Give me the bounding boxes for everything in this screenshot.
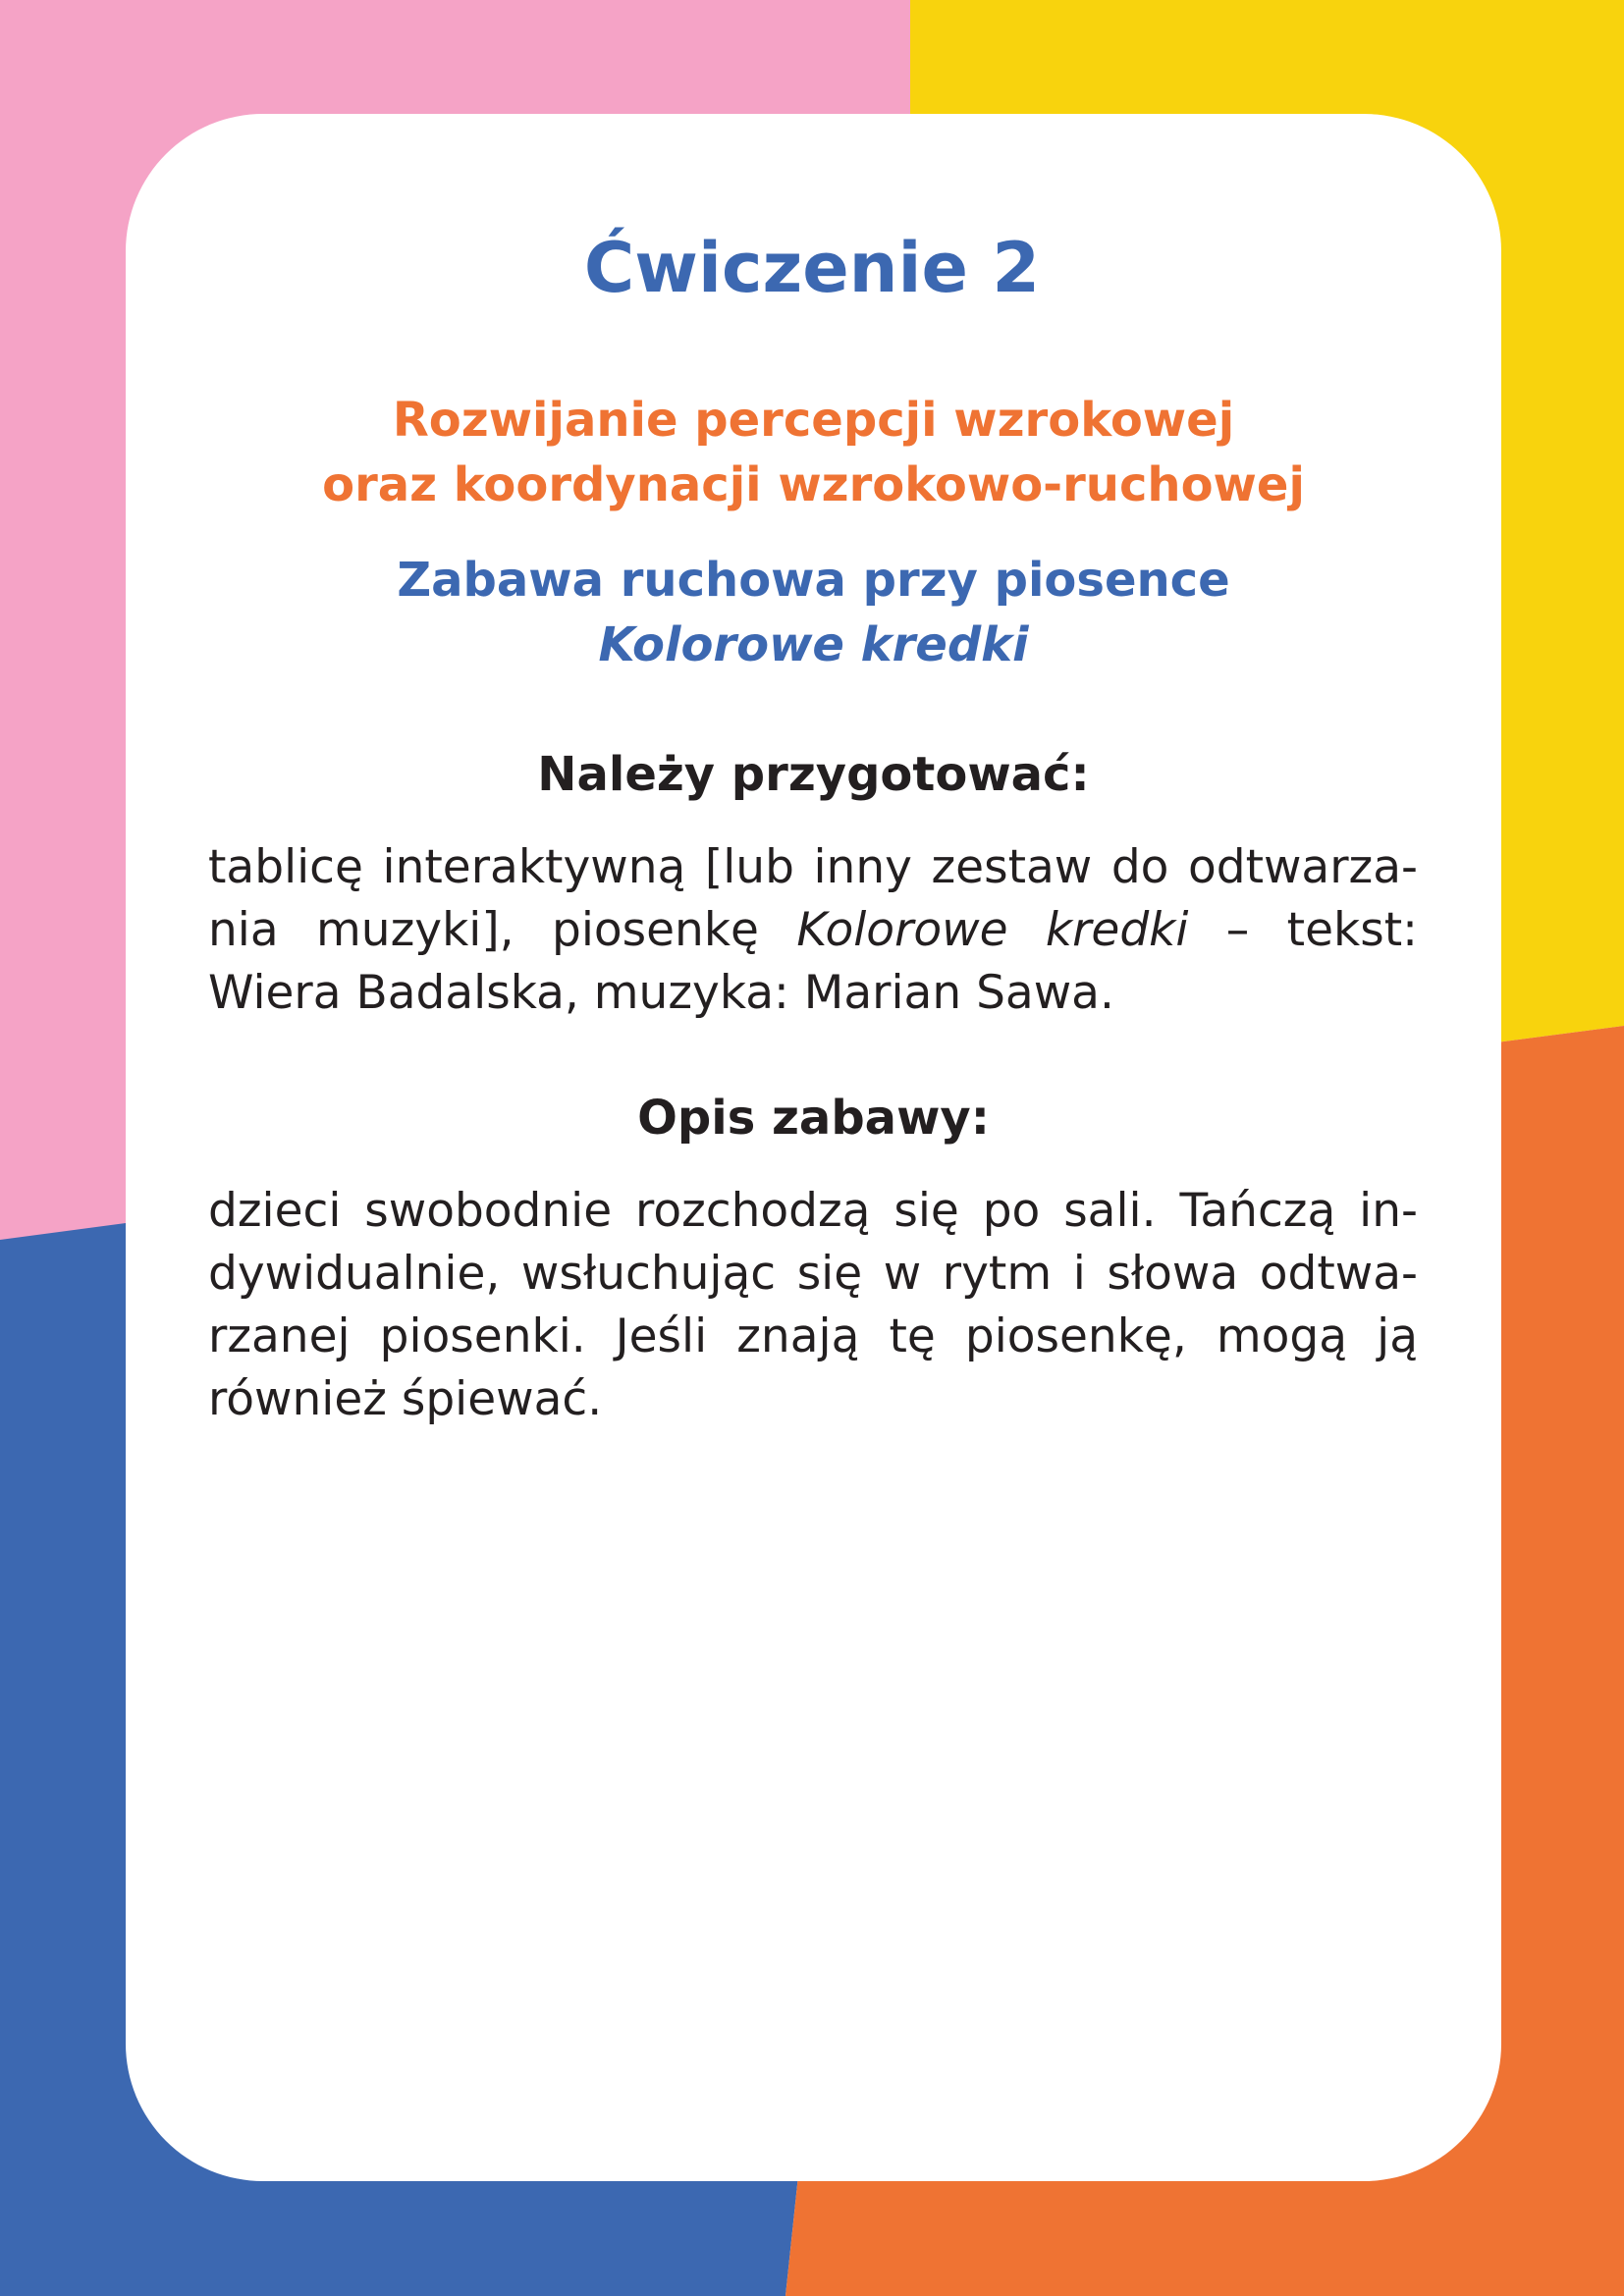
- activity-name: [126, 548, 1501, 677]
- preparation-song-title: Kolorowe kredki: [796, 903, 1189, 957]
- subtitle-line-2: oraz koordynacji wzrokowo-ruchowej: [322, 457, 1305, 512]
- preparation-text-start: tablicę interaktywną [lub inny zestaw do odtwarzania muzyki], piosenkę: [208, 840, 1418, 957]
- preparation-text: [208, 836, 1418, 1025]
- activity-line-1: Zabawa ruchowa przy piosence: [397, 553, 1230, 608]
- description-heading: Opis zabawy:: [637, 1091, 990, 1146]
- preparation-heading: Należy przygotować:: [537, 747, 1090, 802]
- exercise-title: Ćwiczenie 2: [583, 228, 1041, 308]
- description-text: dzieci swobodnie rozchodzą się po sali. Tańczą indywidualnie, wsłuchując się w rytm i słowa odtwarzanej piosenki. Jeśli znają tę piosenkę, mogą ją również śpiewać.: [208, 1184, 1418, 1426]
- subtitle-line-1: Rozwijanie percepcji wzrokowej: [392, 393, 1235, 448]
- activity-song-title: Kolorowe kredki: [598, 617, 1029, 672]
- exercise-subtitle: [126, 388, 1501, 517]
- preparation-text-end: – tekst: Wiera Badalska, muzyka: Marian Sawa.: [208, 903, 1418, 1020]
